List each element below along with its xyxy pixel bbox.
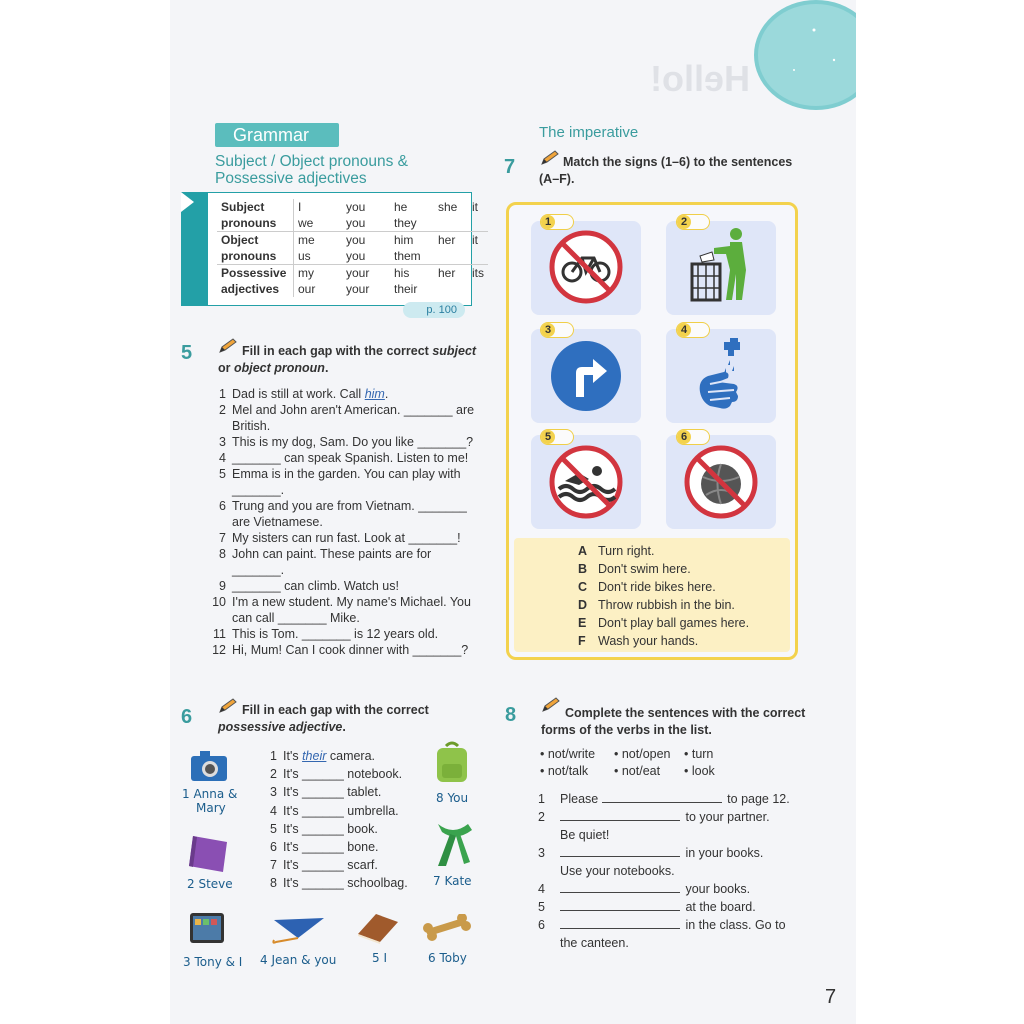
- item-text: Trung and you are from Vietnam. _______ are Vietnamese.: [232, 499, 467, 529]
- sign-number: 4: [676, 322, 710, 338]
- item-text: John can paint. These paints are for _______.: [232, 547, 432, 577]
- item-text-end: in your books.: [682, 846, 764, 860]
- sign-number: 5: [540, 429, 574, 445]
- item-number: 1: [538, 792, 545, 806]
- grammar-label: Grammar: [215, 123, 339, 147]
- sentence-text: Don't play ball games here.: [598, 616, 750, 630]
- sentence-letter: A: [578, 544, 588, 558]
- sentence-letter: F: [578, 634, 586, 648]
- list-item: [261, 747, 421, 765]
- list-item: [261, 802, 421, 820]
- list-item: [538, 826, 808, 844]
- answer-blank[interactable]: [560, 910, 680, 911]
- item-number: 3: [270, 785, 277, 800]
- item-number: 2: [538, 810, 545, 824]
- sentence-letter: B: [578, 562, 588, 576]
- list-item: [210, 466, 476, 498]
- pronoun-table: [217, 199, 488, 297]
- verb-list: • not/write • not/open • turn • not/talk • not/eat • look: [540, 747, 715, 778]
- item-number: 6: [219, 499, 226, 513]
- item-number: 3: [219, 435, 226, 449]
- item-text-end: .: [384, 387, 389, 401]
- exercise-instruction: Match the signs (1–6) to the sentences (A–F).: [539, 155, 793, 186]
- list-item: [261, 874, 421, 892]
- caption: 7 Kate: [433, 874, 472, 888]
- schoolbag-icon: [434, 740, 470, 784]
- bleed-through-text: Hello!: [650, 58, 751, 99]
- item-text: Use your notebooks.: [560, 864, 675, 878]
- notebook-icon: [187, 834, 231, 874]
- example-answer: their: [302, 749, 327, 763]
- sign-number: 6: [676, 429, 710, 445]
- item-text: It's ______ umbrella.: [283, 803, 399, 818]
- item-number: 5: [219, 467, 226, 481]
- item-text: Be quiet!: [560, 828, 610, 842]
- sentence-text: Wash your hands.: [598, 634, 699, 648]
- tablet-icon: [188, 909, 226, 947]
- page-reference-link[interactable]: p. 100: [403, 302, 465, 318]
- item-number: 4: [538, 882, 545, 896]
- caption: 5 I: [372, 951, 387, 965]
- no-swimming-sign-icon: [549, 445, 623, 519]
- item-number: 5: [538, 900, 545, 914]
- item-text: the canteen.: [560, 936, 629, 950]
- item-text: Emma is in the garden. You can play with _______.: [232, 467, 461, 497]
- sentences-box: [514, 538, 790, 652]
- no-bicycle-sign-icon: [549, 230, 623, 304]
- item-number: 6: [538, 918, 545, 932]
- sentence-item: [514, 614, 790, 632]
- sentence-letter: C: [578, 580, 588, 594]
- list-item: [538, 934, 808, 952]
- caption: 6 Toby: [428, 951, 467, 965]
- caption: 3 Tony & I: [183, 955, 243, 969]
- list-item: [261, 856, 421, 874]
- list-item: [210, 626, 476, 642]
- umbrella-icon: [268, 916, 326, 946]
- item-text: Please: [560, 792, 602, 806]
- row-heading: Possessive adjectives: [217, 265, 294, 298]
- list-item: [210, 450, 476, 466]
- book-icon: [356, 912, 400, 944]
- item-text: This is Tom. _______ is 12 years old.: [232, 627, 439, 641]
- item-number: 4: [219, 451, 226, 465]
- sign-number: 2: [676, 214, 710, 230]
- item-text: Hi, Mum! Can I cook dinner with _______?: [232, 643, 469, 657]
- sign-number: 3: [540, 322, 574, 338]
- item-text: It's ______ book.: [283, 821, 378, 836]
- item-number: 2: [270, 767, 277, 782]
- row-heading: Object pronouns: [217, 232, 294, 265]
- list-item: [210, 642, 476, 658]
- list-item: [538, 844, 808, 862]
- sentence-item: [514, 578, 790, 596]
- list-item: [538, 862, 808, 880]
- item-text: Dad is still at work. Call: [232, 387, 365, 401]
- item-text-end: in the class. Go to: [682, 918, 786, 932]
- item-number: 9: [219, 579, 226, 593]
- item-text: I'm a new student. My name's Michael. You can call _______ Mike.: [232, 595, 471, 625]
- item-text: It's ______ schoolbag.: [283, 876, 408, 891]
- sentence-text: Don't swim here.: [598, 562, 691, 576]
- wash-hands-icon: [694, 336, 752, 414]
- item-text: My sisters can run fast. Look at _______!: [232, 531, 461, 545]
- table-row: Possessive adjectives my our your your his their her its: [217, 265, 488, 298]
- list-item: [210, 434, 476, 450]
- list-item: [210, 530, 476, 546]
- list-item: [210, 386, 476, 402]
- item-number: 2: [219, 403, 226, 417]
- item-text: It's ______ notebook.: [283, 767, 403, 782]
- item-number: 7: [270, 858, 277, 873]
- list-item: [210, 402, 476, 434]
- table-row: Object pronouns me us you you him them her it: [217, 232, 488, 265]
- list-item: [261, 765, 421, 783]
- sentence-text: Throw rubbish in the bin.: [598, 598, 735, 612]
- caption: 1 Anna & Mary: [182, 787, 238, 815]
- list-item: [261, 783, 421, 801]
- sentence-letter: D: [578, 598, 588, 612]
- item-text: _______ can speak Spanish. Listen to me!: [232, 451, 469, 465]
- decorative-globe: [754, 0, 856, 110]
- section-title: The imperative: [539, 124, 639, 141]
- turn-right-sign-icon: [549, 339, 623, 413]
- exercise-8-list: [538, 790, 808, 952]
- exercise-5-list: [210, 386, 476, 658]
- list-item: [538, 790, 808, 808]
- sentence-item: [514, 542, 790, 560]
- item-number: 8: [270, 876, 277, 891]
- item-number: 10: [212, 595, 226, 609]
- answer-blank[interactable]: [560, 892, 680, 893]
- item-text: This is my dog, Sam. Do you like _______?: [232, 435, 474, 449]
- page-number: 7: [825, 986, 837, 1008]
- item-text-end: to page 12.: [723, 792, 790, 806]
- list-item: [261, 820, 421, 838]
- list-item: [210, 498, 476, 530]
- rubbish-bin-icon: [690, 226, 752, 304]
- item-number: 7: [219, 531, 226, 545]
- item-number: 1: [219, 387, 226, 401]
- table-row: Subject pronouns I we you you he they she it: [217, 199, 488, 232]
- list-item: [261, 838, 421, 856]
- item-text-end: camera.: [326, 749, 376, 763]
- list-item: [538, 808, 808, 826]
- example-answer: him: [364, 387, 385, 401]
- list-item: [210, 546, 476, 578]
- exercise-instruction: Fill in each gap with the correct subject or object pronoun.: [218, 344, 477, 375]
- item-number: 11: [213, 627, 226, 641]
- grammar-table-notch: [181, 192, 194, 212]
- exercise-number: 6: [181, 706, 193, 728]
- item-number: 4: [270, 803, 277, 818]
- grammar-title: Subject / Object pronouns & Possessive adjectives: [215, 153, 409, 187]
- exercise-number: 8: [505, 704, 517, 726]
- sign-number: 1: [540, 214, 574, 230]
- item-text: It's ______ bone.: [283, 840, 379, 855]
- item-text: It's ______ scarf.: [283, 858, 378, 873]
- item-number: 5: [270, 821, 277, 836]
- sentence-item: [514, 596, 790, 614]
- sentence-text: Don't ride bikes here.: [598, 580, 716, 594]
- list-item: [538, 898, 808, 916]
- sentence-item: [514, 560, 790, 578]
- item-text-end: your books.: [682, 882, 751, 896]
- exercise-number: 5: [181, 342, 193, 364]
- no-ball-games-sign-icon: [684, 445, 758, 519]
- list-item: [538, 880, 808, 898]
- camera-icon: [190, 750, 228, 782]
- item-text: _______ can climb. Watch us!: [232, 579, 399, 593]
- bone-icon: [422, 914, 472, 942]
- item-number: 3: [538, 846, 545, 860]
- exercise-instruction: Complete the sentences with the correct forms of the verbs in the list.: [541, 706, 806, 737]
- caption: 2 Steve: [187, 877, 233, 891]
- item-text-end: at the board.: [682, 900, 756, 914]
- scarf-icon: [428, 820, 478, 870]
- list-item: [210, 594, 476, 626]
- item-text: It's ______ tablet.: [283, 785, 382, 800]
- item-number: 1: [270, 749, 277, 763]
- sentence-text: Turn right.: [598, 544, 655, 558]
- item-number: 8: [219, 547, 226, 561]
- row-heading: Subject pronouns: [217, 199, 294, 232]
- answer-blank[interactable]: [560, 820, 680, 821]
- exercise-6-list: [261, 747, 421, 893]
- sentence-letter: E: [578, 616, 587, 630]
- caption: 8 You: [436, 791, 469, 805]
- answer-blank[interactable]: [560, 928, 680, 929]
- exercise-number: 7: [504, 156, 516, 178]
- sentence-item: [514, 632, 790, 650]
- item-text-end: to your partner.: [682, 810, 770, 824]
- answer-blank[interactable]: [602, 802, 722, 803]
- exercise-instruction: Fill in each gap with the correct possessive adjective.: [218, 703, 429, 734]
- list-item: [538, 916, 808, 934]
- caption: 4 Jean & you: [260, 953, 337, 967]
- item-text: Mel and John aren't American. _______ are British.: [232, 403, 475, 433]
- answer-blank[interactable]: [560, 856, 680, 857]
- item-number: 6: [270, 840, 277, 855]
- item-text: It's: [283, 749, 303, 763]
- list-item: [210, 578, 476, 594]
- item-number: 12: [212, 643, 226, 657]
